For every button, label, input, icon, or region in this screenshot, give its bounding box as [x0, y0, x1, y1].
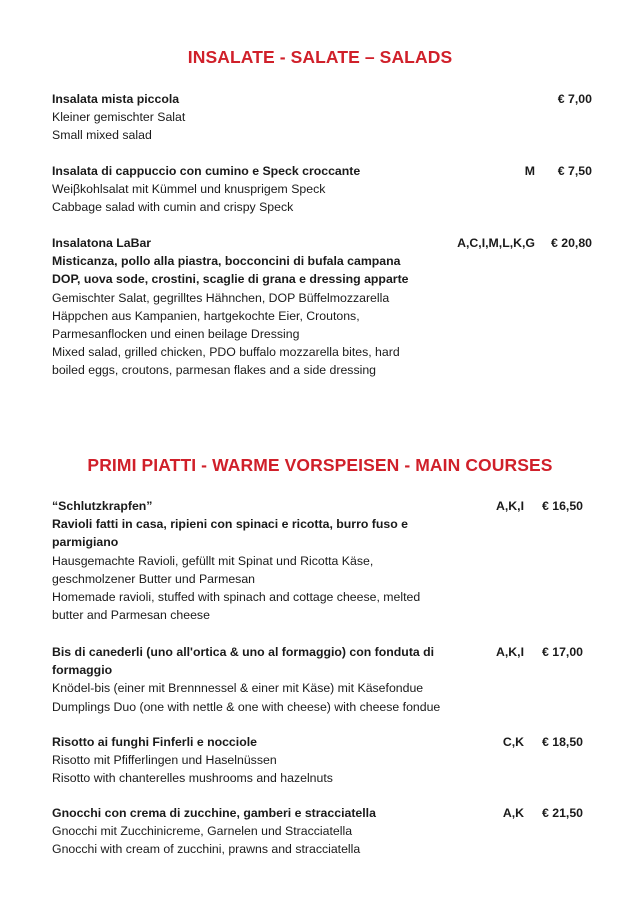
item-desc-de: Risotto mit Pfifferlingen und Haselnüssen	[52, 753, 277, 768]
menu-item-insalatona-labar	[52, 234, 597, 380]
item-allergens: A,K,I	[495, 499, 524, 513]
item-desc-en: Cabbage salad with cumin and crispy Speck	[52, 200, 294, 215]
item-desc-en: Mixed salad, grilled chicken, PDO buffalo mozzarella bites, hard	[52, 345, 400, 360]
item-desc-en: Risotto with chanterelles mushrooms and hazelnuts	[52, 771, 333, 786]
item-desc-de: Knödel-bis (einer mit Brennnessel & einer mit Käse) mit Käsefondue	[52, 681, 424, 696]
item-desc-it: Misticanza, pollo alla piastra, bocconcini di bufala campana	[52, 254, 401, 269]
item-desc-en: Dumplings Duo (one with nettle & one with cheese) with cheese fondue	[52, 699, 441, 714]
item-allergens: M	[524, 164, 535, 178]
item-price: € 17,00	[541, 645, 583, 659]
item-desc-it: Ravioli fatti in casa, ripieni con spinaci e ricotta, burro fuso e	[52, 517, 409, 532]
item-name: “Schlutzkrapfen”	[52, 499, 153, 513]
menu-item-canederli	[52, 643, 597, 716]
item-desc-de: Häppchen aus Kampanien, hartgekochte Eier, Croutons,	[52, 308, 360, 323]
item-allergens: C,K	[502, 735, 524, 749]
item-desc-en: boiled eggs, croutons, parmesan flakes and a side dressing	[52, 363, 377, 378]
item-price: € 18,50	[541, 735, 583, 749]
item-desc-de: Hausgemachte Ravioli, gefüllt mit Spinat und Ricotta Käse,	[52, 553, 374, 568]
menu-item-insalata-cappuccio	[52, 162, 597, 217]
menu-item-gnocchi	[52, 804, 597, 859]
item-allergens: A,C,I,M,L,K,G	[457, 236, 535, 250]
item-desc-en: Small mixed salad	[52, 128, 152, 143]
item-price: € 7,50	[557, 164, 592, 178]
section-title-main-courses: PRIMI PIATTI - WARME VORSPEISEN - MAIN COURSES	[87, 455, 553, 475]
menu-item-risotto	[52, 733, 597, 788]
section-title-salads: INSALATE - SALATE – SALADS	[187, 47, 453, 67]
item-allergens: A,K	[502, 806, 524, 820]
item-desc-en: butter and Parmesan cheese	[52, 608, 210, 623]
item-name: Bis di canederli (uno all'ortica & uno al formaggio) con fonduta di	[52, 645, 435, 659]
item-desc-de: Gemischter Salat, gegrilltes Hähnchen, DOP Büffelmozzarella	[52, 290, 390, 305]
item-desc-de: Weiβkohlsalat mit Kümmel und knusprigem Speck	[52, 182, 326, 197]
item-desc-de: Kleiner gemischter Salat	[52, 110, 186, 125]
item-desc-it: DOP, uova sode, crostini, scaglie di grana e dressing apparte	[52, 272, 409, 287]
item-desc-de: geschmolzener Butter und Parmesan	[52, 571, 256, 586]
item-name: Gnocchi con crema di zucchine, gamberi e stracciatella	[52, 806, 376, 820]
item-name: Insalata mista piccola	[52, 92, 180, 106]
item-name: Risotto ai funghi Finferli e nocciole	[52, 735, 257, 749]
item-allergens: A,K,I	[495, 645, 524, 659]
item-desc-en: Homemade ravioli, stuffed with spinach and cottage cheese, melted	[52, 590, 421, 605]
item-price: € 16,50	[541, 499, 583, 513]
menu-item-schlutzkrapfen	[52, 497, 597, 624]
item-price: € 21,50	[541, 806, 583, 820]
menu-item-insalata-mista	[52, 90, 597, 145]
item-desc-en: Gnocchi with cream of zucchini, prawns and stracciatella	[52, 842, 361, 857]
item-desc-de: Gnocchi mit Zucchinicreme, Garnelen und Stracciatella	[52, 824, 353, 839]
item-name: Insalatona LaBar	[52, 236, 152, 250]
item-price: € 20,80	[550, 236, 592, 250]
item-desc-it: formaggio	[52, 663, 113, 678]
item-desc-de: Parmesanflocken und einen beilage Dressing	[52, 327, 300, 342]
item-desc-it: parmigiano	[52, 535, 119, 550]
item-name: Insalata di cappuccio con cumino e Speck croccante	[52, 164, 361, 178]
item-price: € 7,00	[557, 92, 592, 106]
